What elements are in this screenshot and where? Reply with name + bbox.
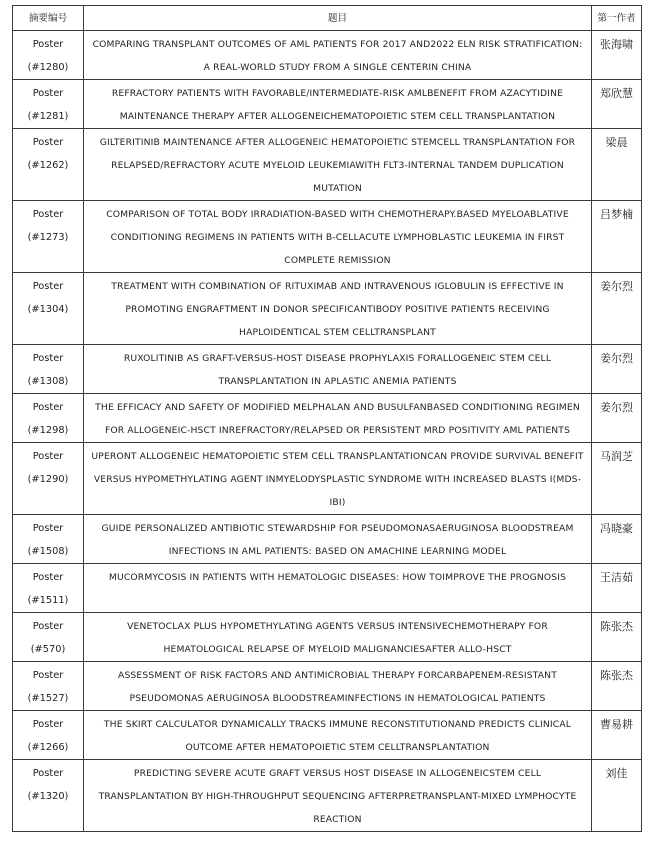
abstract-number: (#1262): [27, 160, 69, 171]
abstract-title: GUIDE PERSONALIZED ANTIBIOTIC STEWARDSHIP FOR PSEUDOMONASAERUGINOSA BLOODSTREAM INFECTIONS IN AML PATIENTS: BASED ON AMACHINE LEARNING MODEL: [84, 515, 592, 564]
first-author: 冯晓豪: [592, 515, 642, 564]
abstract-title: UPERONT ALLOGENEIC HEMATOPOIETIC STEM CELL TRANSPLANTATIONCAN PROVIDE SURVIVAL BENEFIT VERSUS HYPOMETHYLATING AGENT INMYELODYSPLASTIC SYNDROME WITH INCREASED BLASTS I(MDS-IBI): [84, 443, 592, 515]
abstract-number: (#1290): [27, 474, 69, 485]
abstract-type: Poster: [32, 353, 64, 364]
abstract-id-cell: [13, 80, 84, 129]
abstract-number: (#1266): [27, 742, 69, 753]
first-author: 张海啸: [592, 31, 642, 80]
abstract-number: (#1298): [27, 425, 69, 436]
table-row: [13, 760, 642, 832]
first-author: 郑欣慧: [592, 80, 642, 129]
abstract-title: COMPARISON OF TOTAL BODY IRRADIATION-BASED WITH CHEMOTHERAPY.BASED MYELOABLATIVE CONDITIONING REGIMENS IN PATIENTS WITH B-CELLACUTE LYMPHOBLASTIC LEUKEMIA IN FIRST COMPLETE REMISSION: [84, 201, 592, 273]
abstract-id-cell: [13, 564, 84, 613]
abstract-title: VENETOCLAX PLUS HYPOMETHYLATING AGENTS VERSUS INTENSIVECHEMOTHERAPY FOR HEMATOLOGICAL RELAPSE OF MYELOID MALIGNANCIESAFTER ALLO-HSCT: [84, 613, 592, 662]
abstract-id-cell: [13, 345, 84, 394]
first-author: 姜尔烈: [592, 345, 642, 394]
abstract-type: Poster: [32, 523, 64, 534]
abstract-type: Poster: [32, 572, 64, 583]
first-author: 刘佳: [592, 760, 642, 832]
abstract-type: Poster: [32, 768, 64, 779]
abstract-title: GILTERITINIB MAINTENANCE AFTER ALLOGENEIC HEMATOPOIETIC STEMCELL TRANSPLANTATION FOR RELAPSED/REFRACTORY ACUTE MYELOID LEUKEMIAWITH FLT3-INTERNAL TANDEM DUPLICATION MUTATION: [84, 129, 592, 201]
abstract-type: Poster: [32, 719, 64, 730]
abstract-title: PREDICTING SEVERE ACUTE GRAFT VERSUS HOST DISEASE IN ALLOGENEICSTEM CELL TRANSPLANTATION BY HIGH-THROUGHPUT SEQUENCING AFTERPRETRANSPLANT-MIXED LYMPHOCYTE REACTION: [84, 760, 592, 832]
abstract-type: Poster: [32, 88, 64, 99]
header-id: 摘要编号: [13, 6, 84, 31]
first-author: 陈张杰: [592, 662, 642, 711]
table-row: [13, 564, 642, 613]
abstract-id-cell: [13, 394, 84, 443]
table-row: [13, 345, 642, 394]
first-author: 曹易耕: [592, 711, 642, 760]
abstract-title: THE SKIRT CALCULATOR DYNAMICALLY TRACKS IMMUNE RECONSTITUTIONAND PREDICTS CLINICAL OUTCOME AFTER HEMATOPOIETIC STEM CELLTRANSPLANTATION: [84, 711, 592, 760]
first-author: 王洁茹: [592, 564, 642, 613]
table-row: [13, 515, 642, 564]
abstract-title: COMPARING TRANSPLANT OUTCOMES OF AML PATIENTS FOR 2017 AND2022 ELN RISK STRATIFICATION: A REAL-WORLD STUDY FROM A SINGLE CENTERIN CHINA: [84, 31, 592, 80]
first-author: 姜尔烈: [592, 394, 642, 443]
table-row: [13, 443, 642, 515]
table-row: [13, 31, 642, 80]
abstract-id-cell: [13, 273, 84, 345]
abstract-number: (#1320): [27, 791, 69, 802]
abstract-id-cell: [13, 515, 84, 564]
abstract-title: THE EFFICACY AND SAFETY OF MODIFIED MELPHALAN AND BUSULFANBASED CONDITIONING REGIMEN FOR ALLOGENEIC-HSCT INREFRACTORY/RELAPSED OR PERSISTENT MRD POSITIVITY AML PATIENTS: [84, 394, 592, 443]
abstract-title: RUXOLITINIB AS GRAFT-VERSUS-HOST DISEASE PROPHYLAXIS FORALLOGENEIC STEM CELL TRANSPLANTATION IN APLASTIC ANEMIA PATIENTS: [84, 345, 592, 394]
abstract-type: Poster: [32, 451, 64, 462]
abstract-table: [12, 5, 642, 832]
abstract-type: Poster: [32, 670, 64, 681]
abstract-number: (#1273): [27, 232, 69, 243]
abstract-type: Poster: [32, 39, 64, 50]
abstract-id-cell: [13, 129, 84, 201]
abstract-title: REFRACTORY PATIENTS WITH FAVORABLE/INTERMEDIATE-RISK AMLBENEFIT FROM AZACYTIDINE MAINTENANCE THERAPY AFTER ALLOGENEICHEMATOPOIETIC STEM CELL TRANSPLANTATION: [84, 80, 592, 129]
abstract-id-cell: [13, 662, 84, 711]
abstract-id-cell: [13, 760, 84, 832]
first-author: 姜尔烈: [592, 273, 642, 345]
abstract-id-cell: [13, 31, 84, 80]
abstract-id-cell: [13, 201, 84, 273]
table-row: [13, 394, 642, 443]
abstract-type: Poster: [32, 137, 64, 148]
table-row: [13, 613, 642, 662]
abstract-number: (#1527): [27, 693, 69, 704]
abstract-title: ASSESSMENT OF RISK FACTORS AND ANTIMICROBIAL THERAPY FORCARBAPENEM-RESISTANT PSEUDOMONAS AERUGINOSA BLOODSTREAMINFECTIONS IN HEMATOLOGICAL PATIENTS: [84, 662, 592, 711]
header-author: 第一作者: [592, 6, 642, 31]
header-title: 题目: [84, 6, 592, 31]
abstract-id-cell: [13, 443, 84, 515]
abstract-type: Poster: [32, 402, 64, 413]
first-author: 吕梦楠: [592, 201, 642, 273]
table-row: [13, 129, 642, 201]
abstract-type: Poster: [32, 209, 64, 220]
first-author: 马润芝: [592, 443, 642, 515]
abstract-number: (#1280): [27, 62, 69, 73]
abstract-number: (#1308): [27, 376, 69, 387]
first-author: 梁晨: [592, 129, 642, 201]
table-header-row: [13, 6, 642, 31]
abstract-number: (#1508): [27, 546, 69, 557]
abstract-type: Poster: [32, 281, 64, 292]
abstract-id-cell: [13, 711, 84, 760]
abstract-number: (#1281): [27, 111, 69, 122]
abstract-number: (#1304): [27, 304, 69, 315]
table-row: [13, 662, 642, 711]
abstract-id-cell: [13, 613, 84, 662]
abstract-number: (#1511): [27, 595, 69, 606]
abstract-title: MUCORMYCOSIS IN PATIENTS WITH HEMATOLOGIC DISEASES: HOW TOIMPROVE THE PROGNOSIS: [84, 564, 592, 613]
table-row: [13, 201, 642, 273]
abstract-type: Poster: [32, 621, 64, 632]
abstract-number: (#570): [30, 644, 66, 655]
first-author: 陈张杰: [592, 613, 642, 662]
table-row: [13, 80, 642, 129]
abstract-title: TREATMENT WITH COMBINATION OF RITUXIMAB AND INTRAVENOUS IGLOBULIN IS EFFECTIVE IN PROMOTING ENGRAFTMENT IN DONOR SPECIFICANTIBODY POSITIVE PATIENTS RECEIVING HAPLOIDENTICAL STEM CELLTRANSPLANT: [84, 273, 592, 345]
table-row: [13, 273, 642, 345]
table-row: [13, 711, 642, 760]
